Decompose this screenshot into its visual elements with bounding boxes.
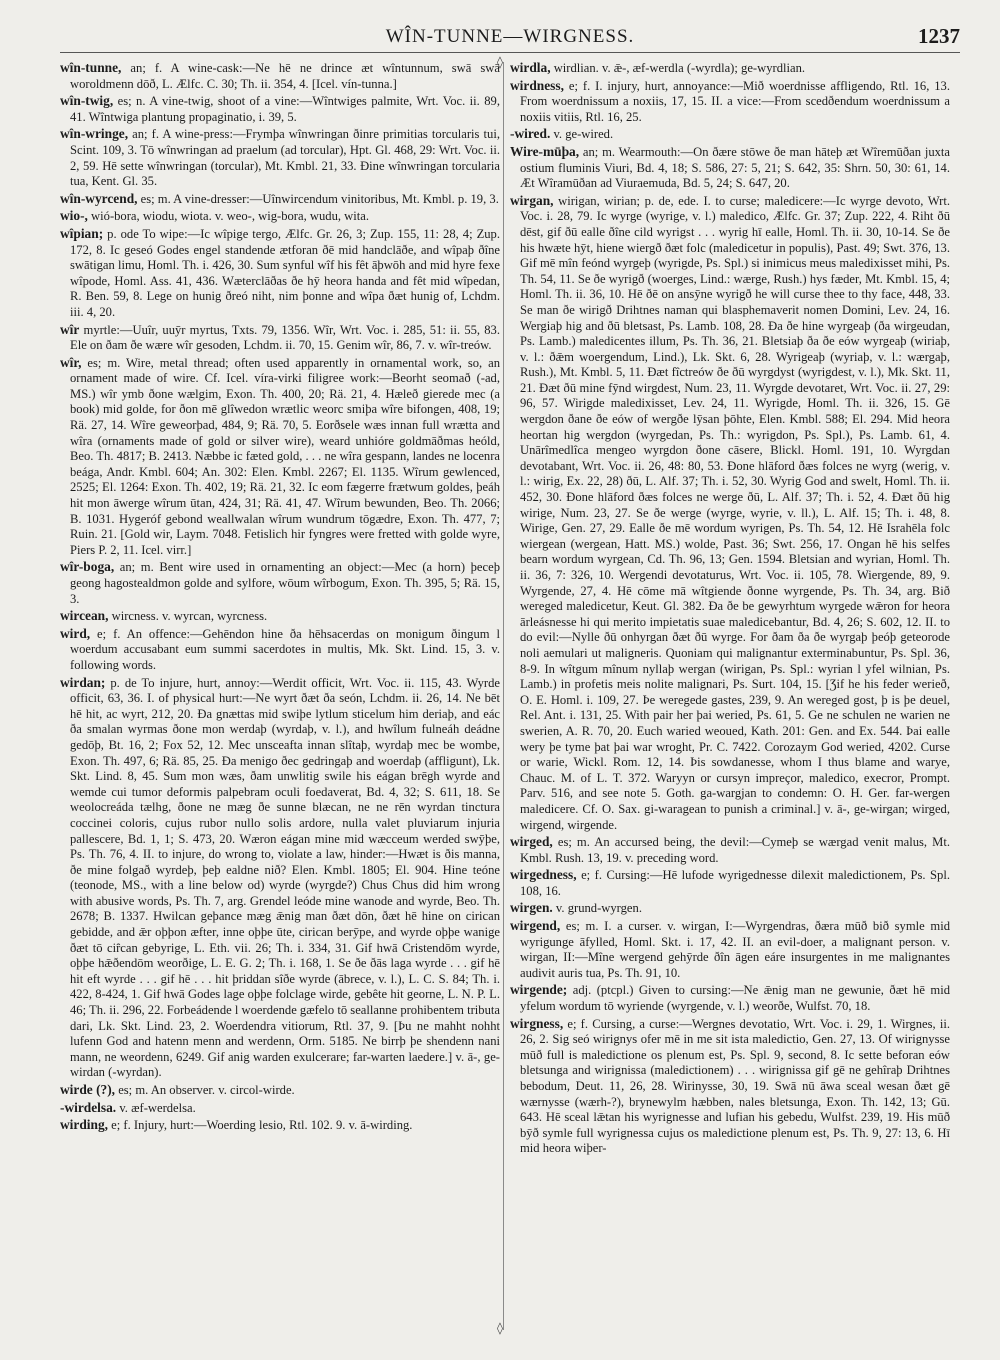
entry-text: p. ode To wipe:—Ic wîpige tergo, Ælfc. Gr. 26, 3; Zup. 155, 11: 28, 4; Zup. 172, 8. Ic geseó Godes engel standende ætforan ðē mid handclāðe, and wîpaþ ðîne swātigan limu, Homl. Th. i. 426, 30. Sum synful wîf his fêt āþwōh and mid hyre fexe wîpode, Homl. Ass. 41, 436. Wæterclāðas ðe hȳ heora handa and fêt mid wîpedan, R. Ben. 59, 8. Lege on hunig ðreó niht, nim þonne and wîpa ðæt hunig of, Lchdm. iii. 4, 20. — [70, 226, 500, 319]
headword: wirgen. — [510, 900, 553, 916]
entry-text: an; m. Wearmouth:—On ðære stōwe ðe man hāteþ æt Wîremūðan juxta ostium fluminis Viuri, Bd. 4, 18; S. 586, 27: 5, 21; S. 642, 35: Shrn. 50, 30: 61, 14. Æt Wîramūðan ad Viuraemuda, Bd. 5, 24; S. 647, 20. — [520, 144, 950, 191]
entry-text: adj. (ptcpl.) Given to cursing:—Ne ǣnig man ne gewunie, ðæt hē mid yfelum wordum tō wyriende (wyrgende, v. l.) weorðe, Wulfst. 70, 18. — [520, 983, 950, 1014]
headword: wîr-boga, — [60, 559, 115, 575]
entry-text: es; m. I. a curser. v. wirgan, I:—Wyrgendras, ðæra mūð bið symle mid wyrigunge āfylled, Homl. Skt. i. 17, 42. II. an evil-doer, a malignant person. v. wirgan, II:—Mîne wergend gehȳrde ðîn āgen eáre insurgentes in me malignantes audivit auris tua, Ps. Th. 91, 10. — [520, 919, 950, 980]
headword: Wire-mūþa, — [510, 143, 580, 159]
entry-text: e; f. Cursing:—Hē lufode wyrigednesse dilexit maledictionem, Ps. Spl. 108, 16. — [520, 868, 950, 898]
dictionary-entry — [60, 191, 500, 208]
dictionary-entry — [60, 355, 500, 559]
entry-text: p. de To injure, hurt, annoy:—Werdit officit, Wrt. Voc. ii. 115, 43. Wyrde officit, 63, 36. I. of physical hurt:—Ne wyrt ðæt ða seón, Lchdm. ii. 26, 14. Ne bēt hē hit, ac wyrt, 212, 20. Ða gnættas mid swiþe lytlum sticelum him deriaþ, and eác ða smalan wyrmas ðone mon werdaþ (wyrdaþ, v. l.), and hwîlum fulneáh deádne gedōþ, Bt. 16, 2; Fox 52, 12. Mec unsceafta innan slîtaþ, wyrdaþ mec be wombe, Exon. Th. 497, 6; Rä. 85, 25. Ða menigo ðec gedringaþ and woerdaþ (affligunt), Lk. Skt. Lind. 8, 45. Sum mon wæs, ðam unwlitig swile his eágan brēgh wyrde and wemde cui tumor deformis palpebram oculi foedaverat, Bd. 4, 32; S. 611, 18. Se weolocreáda tælhg, ðone ne mæg ðe sunne blæcan, ne ne rēn wyrdan tinctura coccinei coloris, cujus rubor nullo solis ardore, nulla valet pluviarum injuria pallescere, Bd. 1, 1; S. 473, 20. Wæron eágan mine mid wæcceum werded swȳþe, Ps. Th. 76, 4. II. to injure, do wrong to, violate a law, hinder:—Hwæt is ðis manna, ðe mine folgað wyrdeþ, þeþ ealdne nið? Elen. Kmbl. 1805; El. 904. Hine teóne (teonode, MS., with a line below od) wyrde (wyrgde?) Chus Chus did him wrong with abusive words, Ps. Th. 7, arg. Grendel leóde mine wanode and wyrde, Beo. Th. 2678; B. 1337. Hwilcan geþance mæg ǣnig man ðæt dōn, ðæt hē hine on cirican gebidde, and ǣr oþþon æfter, inne oþþe ūte, cirican berȳpe, and wyrde oþþe wanige ðæt tō ciȓcan gebyrige, L. Eth. vii. 26; Th. i. 334, 31. Gif hwā Cristendōm wyrde, oþþe hǣðendōm weorðige, L. E. G. 2; Th. i. 168, 1. Se ðe ðās laga wyrde . . . gif hē hit eft wyrde . . . gif hē . . . hit þriddan sîðe wyrde (ābrece, v. l.), L. C. S. 84; Th. i. 422, 8-424, 1. Gif hwā Godes lage oþþe folclage wirde, gebête hit georne, L. N. P. L. 46; Th. ii. 296, 22. Forbeádende l woerdende gæfelo tō seallanne prohibentem tributa dari, Lk. Skt. Lind. 23, 2. Woerdendra vitiorum, Rtl. 37, 9. [Þu ne mahht nohht lufenn God and hatenn menn and werdenn, Orm. 5185. Ne birrþ þe shendenn nani mann, ne weordenn, 6249. Gif anig warden exulcerare; far-warten laedere.] v. ā-, ge-wirdan (-wyrdan). — [70, 675, 500, 1080]
dictionary-entry — [510, 126, 950, 143]
headword: wirde (?), — [60, 1082, 116, 1097]
headword: wirdan; — [60, 674, 106, 690]
headword: wîr — [60, 321, 80, 337]
dictionary-entry — [60, 626, 500, 674]
entry-text: myrtle:—Uuîr, uuȳr myrtus, Txts. 79, 1356. Wîr, Wrt. Voc. i. 285, 51: ii. 55, 83. Ele on ðam ðe wære wîr gesoden, Lchdm. ii. 70, 15. Genim wîr, 86, 7. v. wîr-treów. — [70, 322, 500, 353]
entry-text: v. ge-wired. — [550, 127, 614, 142]
dictionary-entry — [510, 918, 950, 981]
entry-text: e; f. Injury, hurt:—Woerding lesio, Rtl. 102. 9. v. ā-wirding. — [108, 1118, 413, 1133]
dictionary-entry — [510, 144, 950, 192]
headword: wîr, — [60, 354, 82, 370]
dictionary-entry — [510, 60, 950, 77]
entry-text: an; f. A wine-cask:—Ne hē ne drince æt wîntunnum, swā swā woroldmenn dōð, L. Ælfc. C. 30; Th. ii. 354, 4. [Icel. vín-tunna.] — [70, 61, 500, 91]
dictionary-entry — [510, 78, 950, 126]
headword: wirgend, — [510, 918, 561, 934]
dictionary-entry — [60, 1100, 500, 1117]
divider-ornament-bottom: ◊ — [497, 1321, 503, 1335]
dictionary-entry — [60, 226, 500, 321]
divider-ornament-top: ◊ — [497, 55, 503, 69]
entry-text: wircness. v. wyrcan, wyrcness. — [108, 609, 268, 624]
headword: wirdness, — [510, 77, 564, 93]
column-divider — [503, 62, 504, 1330]
headword: wirgende; — [510, 982, 568, 998]
dictionary-entry — [60, 608, 500, 625]
headword: wîn-twig, — [60, 93, 114, 109]
dictionary-entry — [60, 322, 500, 354]
headword: wîn-wyrcend, — [60, 190, 138, 206]
headword: wird, — [60, 625, 91, 641]
left-column — [60, 60, 500, 1350]
headword: wircean, — [60, 608, 109, 624]
entry-text: an; f. A wine-press:—Frymþa wînwringan ðinre primitias torcularis tui, Scint. 109, 3. Tō wînwringan ad praelum (ad torcular), Hpt. Gl. 468, 29: Wrt. Voc. ii. 2, 59. Hē sette wînwringan (torcular), Mt. Kmbl. 21, 33. Ðine wînwringan torcularia tua, Kent. Gl. 35. — [70, 127, 500, 189]
right-column — [510, 60, 950, 1350]
entry-text: wirdlian. v. ǣ-, æf-werdla (-wyrdla); ge-wyrdlian. — [550, 61, 806, 75]
dictionary-entry — [510, 867, 950, 899]
page-number: 1237 — [918, 24, 960, 48]
entry-text: wirigan, wirian; p. de, ede. I. to curse; maledicere:—Ic wyrge devoto, Wrt. Voc. i. 28, 79. Ic wyrge (wyrige, v. l.) maledico, Ælfc. Gr. 37; Zup. 222, 4. Riht ðū dēst, gif ðū ealle ðîne cild wyrigst . . . wyrig hī ealle, Homl. Th. ii. 30, 10-14. Se ðe his hwæte hȳt, hiene wiergð ðæt folc (maledicetur in populis), Past. 49; Swt. 376, 13. Gif mē mîn feónd wyrgeþ (wyrigde, Ps. Spl.) si inimicus meus maledixisset mihi, Ps. Th. 54, 11. Se ðe wyrigð (woerges, Lind.: wærge, Rush.) hys fæder, Mt. Kmbl. 15, 4; Homl. Th. ii. 36, 10. Hē ðē on ansȳne wyrigð he will curse thee to thy face, 448, 33. Se man ðe wirigð Drihtnes naman qui blasphemaverit nomen Domini, Lev. 24, 16. Wergiaþ hig and ðū bletsast, Ps. Lamb. 108, 28. Ða ðe hine wyrgeaþ (ða wirgeudan, Ps. Lamb.) maledicentes illum, Ps. Th. 36, 21. Bletsiaþ ða ðe eów wyrgeaþ (wiriaþ, v. l.: ðǣm woergendum, Lind.), Lk. Skt. 6, 28. Wyrigeaþ (wyriaþ, v. l.: wærgaþ, Rush.), Mt. Kmbl. 5, 11. Ðæt fîctreów ðe ðū wyrgdyst (wyrigdest, v. l.), Mk. Skt. 11, 21. Ðæt ðū mine fȳnd wirgdest, Num. 23, 11. Wyrgde devotaret, Wrt. Voc. ii. 27, 29: 96, 57. Wirigde maledixisset, Lev. 24, 11. Wyrigde, Homl. Th. ii. 326, 15. Gē wergdon ðane ðe eów of wergðe lȳsan þōhte, Elen. Kmbl. 588; El. 294. Mid heora heortan hig wergdon (wyrgedan, Ps. Th.: wyrigdon, Ps. Spl.), Ps. Lamb. 61, 4. Unārîmedlîca mengeo wyrgdon ðone cāsere, Blickl. Homl. 191, 10. Wyrgdan devotabant, Wrt. Voc. ii. 26, 48: 80, 53. Ðone hlāford ðæs folces ne wyrg (werig, v. l.: wirig, Ex. 22, 28) ðū, L. Alf. 37; Th. i. 52, 30. Wyrig God and swelt, Homl. Th. ii. 452, 30. Ðone hlāford ðæs folces ne werge ðū, L. Alf. 37; Th. i. 52, 4. Ðæt ðū hig wirige, Num. 23, 27. Se ðe werge (wyrge, wyrie, v. ll.), L. Alf. 15; Th. i. 48, 8. Wirige, Gen. 27, 29. Ealle ðe mē wordum wyrigen, Ps. Th. 54, 12. Hē Israhēla folc wiergean (wergean, Hatt. MS.) wolde, Past. 36; Swt. 256, 17. Ongan hē his selfes bearn wordum wyrgean, Cd. Th. 96, 13; Gen. 1594. Bletsian and wyrian, Homl. Th. ii. 36, 7: 326, 10. Wergendi devotaturus, Wrt. Voc. ii. 105, 78. Wiergende, 89, 9. Wyrgende, 27, 4. Hē cōme mā wîtgiende ðonne wyrgende, Ps. Th. 34, arg. Bið wereged maledicetur, Keut. Gl. 382. Ða ðe be gewyrhtum wyrgede wǣron for heora ārleásnesse hi qui merito impietatis suae maledicebantur, Bd. 4, 26; S. 602, 12. II. to do evil:—Nylle ðū onhyrgan ðæt ðū wyrge. For ðam ða ðe wyrgaþ þeóþ geteorode noli aemulari ut maligneris. Quoniam qui malignantur exterminabuntur, Ps. Spl. 36, 8-9. In wîtgum mînum nyllaþ wergan (wirigan, Ps. Spl.: wyrian l yfel wilnian, Ps. Lamb.) in profetis meis nolite malignari, Ps. Surt. 104, 15. [Ʒif he his feder werieð, O. E. Homl. i. 109, 27. Þe weregede gastes, 239, 9. An wereged gost, þ is þe deuel, Rel. Ant. i. 131, 25. With pair her þai weried, Ps. 61, 5. Ge ne schulen ne warien ne swerien, A. R. 70, 20. Euch waried weoued, Kath. 201: Gen. and Ex. 544. Þai ealle wery þe tyme þat þai war wroght, Pr. C. 7422. Corozaym God weried, 4202. Curse or warie, Wickl. Rom. 12, 14. Þis sowdanesse, whom I thus blame and warye, Chauc. M. of L. T. 372. Waryyn or cursyn impreçor, maledico, execror, Prompt. Parv. 516, and see note 5. Goth. ga-wargjan to condemn: O. H. Ger. far-wergen maledicere. Cf. O. Sax. gi-waragean to punish a criminal.] v. ā-, ge-wirgan; wirged, wirgend, wirgende. — [520, 193, 950, 832]
headword: wîn-wringe, — [60, 126, 129, 142]
entry-text: e; f. An offence:—Gehēndon hine ða hēhsacerdas on monigum ðingum l woerdum accusabant eum summi sacerdotes in multis, Mk. Skt. Lind. 15, 3. v. following words. — [70, 626, 500, 672]
dictionary-entry — [510, 982, 950, 1014]
headword: -wired. — [510, 126, 551, 142]
dictionary-entry — [60, 1082, 500, 1099]
entry-text: v. æf-werdelsa. — [116, 1100, 196, 1115]
headword: wîn-tunne, — [60, 60, 122, 75]
dictionary-entry — [510, 900, 950, 917]
entry-text: es; n. A vine-twig, shoot of a vine:—Wîntwiges palmite, Wrt. Voc. ii. 89, 41. Wîntwiga plantung propaginatio, i. 39, 5. — [70, 94, 500, 124]
headword: wirdla, — [510, 60, 551, 75]
entry-text: e; f. I. injury, hurt, annoyance:—Mið woerdnisse affligendo, Rtl. 16, 13. From woerdnissum a noxiis, 17, 15. II. a vice:—From scedðendum woerdnissum a noxiis vitiis, Rtl. 16, 25. — [520, 78, 950, 124]
entry-text: es; m. An accursed being, the devil:—Cymeþ se wærgad venit malus, Mt. Kmbl. Rush. 13, 19. v. preceding word. — [520, 835, 950, 865]
dictionary-entry — [510, 1016, 950, 1157]
headword: wirgness, — [510, 1015, 564, 1031]
dictionary-entry — [510, 193, 950, 833]
dictionary-entry — [60, 1117, 500, 1134]
page-header — [60, 22, 960, 53]
headword: wirding, — [60, 1117, 108, 1133]
entry-text: e; f. Cursing, a curse:—Wergnes devotatio, Wrt. Voc. i. 29, 1. Wirgnes, ii. 26, 2. Sig seó wirignys ofer mē in me sit ista maledictio, Gen. 27, 13. Of wirignysse mūð full is maledictione os plenum est, Ps. Spl. 9, second, 8. Ic sette beforan eów bletsunga and wirignissa (maledictionem) . . . wirignissa gif gē ne gehîraþ Drihtnes bebodum, Deut. 11, 26, 28. Wirinysse, 30, 19. Swā nū āwa sceal wesan ðæt gē wærnysse (wærh-?), brynewylm hæbben, nales bletsunga, Exon. Th. 142, 13; Gū. 643. Hē sceal lǣtan his wyrignesse and lufian his gebedu, Wulfst. 239, 19. His mūð bȳð symle full wyrignessa cujus os maledictione plenum est, Ps. Th. 9, 27: 13, 6. Hī mid heora wiþer- — [520, 1016, 950, 1156]
headword: wirgan, — [510, 192, 554, 208]
headword: wirged, — [510, 834, 553, 850]
dictionary-entry — [510, 834, 950, 866]
entry-text: v. grund-wyrgen. — [552, 901, 642, 916]
headword: wirgedness, — [510, 867, 577, 883]
dictionary-entry — [60, 126, 500, 189]
entry-text: wió-bora, wiodu, wiota. v. weo-, wig-bora, wudu, wita. — [87, 209, 369, 224]
dictionary-entry — [60, 559, 500, 607]
headword: wîpian; — [60, 225, 104, 241]
dictionary-entry — [60, 60, 500, 92]
entry-text: es; m. A vine-dresser:—Uînwircendum vinitoribus, Mt. Kmbl. p. 19, 3. — [137, 191, 499, 206]
headword: -wirdelsa. — [60, 1099, 117, 1115]
dictionary-entry — [60, 93, 500, 125]
dictionary-entry — [60, 208, 500, 225]
entry-text: es; m. An observer. v. circol-wirde. — [115, 1083, 295, 1097]
dictionary-entry — [60, 675, 500, 1081]
entry-text: es; m. Wire, metal thread; often used apparently in ornamental work, so, an ornament made of wire. Cf. Icel. víra-virki filigree work:—Beorht seomað (-ad, MS.) wîr ymb ðone wælgim, Exon. Th. 400, 20; Rä. 21, 4. Hæleð gierede mec (a book) mid golde, for ðon mē glîwedon wrætlic weorc smiþa wîre bifongen, 408, 19; Rä. 27, 14. Wîre geweorþad, 484, 9; Rä. 70, 5. Eorðsele wæs innan full wrætta and wîra (ornaments made of gold or silver wire), weard unhióre goldmāðmas heóld, Beo. Th. 4817; B. 2413. Næbbe ic fæted gold, . . . ne wîra gespann, landes ne locenra beága, Andr. Kmbl. 604; An. 302: Elen. Kmbl. 2267; El. 1135. Wîrum gewlenced, 2525; El. 1264: Exon. Th. 402, 19; Rä. 21, 32. Ic eom fægerre frætwum goldes, þeáh hit mon āwerge wîrum ūtan, 424, 31; Rä. 41, 47. Wîrum bewunden, Beo. Th. 2066; B. 1031. Hygeróf gebond weallwalan wîrum wundrum tōgædre, Exon. Th. 477, 7; Ruin. 21. [Gold wir, Laym. 7048. Fetislich hir fyngres were fretted with golde wyre, Piers P. 2, 11. Icel. virr.] — [70, 355, 500, 557]
running-head: WÎN-TUNNE—WIRGNESS. — [385, 26, 635, 47]
headword: wio-, — [60, 208, 88, 224]
entry-text: an; m. Bent wire used in ornamenting an object:—Mec (a horn) þeceþ geong hagostealdmon golde and sylfore, wōum wîrbogum, Exon. Th. 395, 5; Rä. 15, 3. — [70, 560, 500, 606]
